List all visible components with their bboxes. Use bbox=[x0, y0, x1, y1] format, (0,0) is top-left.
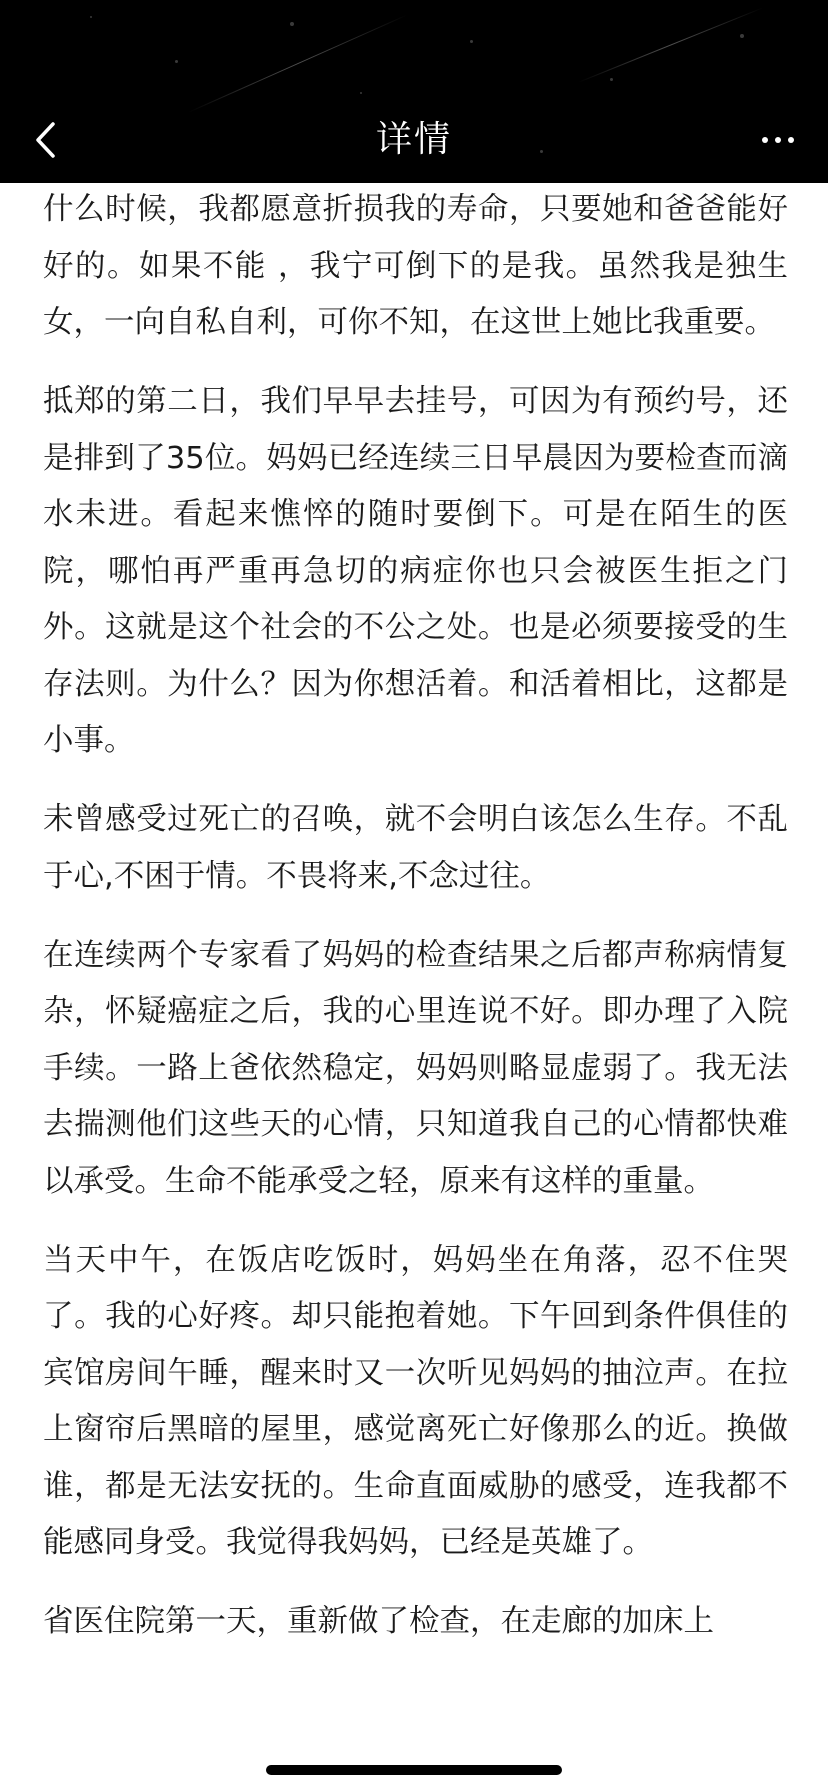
star-streak-decoration bbox=[188, 14, 408, 113]
star-decoration bbox=[175, 60, 178, 63]
more-horizontal-icon bbox=[775, 137, 781, 143]
star-decoration bbox=[470, 40, 473, 43]
star-decoration bbox=[360, 92, 362, 94]
article-paragraph: 当天中午，在饭店吃饭时，妈妈坐在角落，忍不住哭了。我的心好疼。却只能抱着她。下午回到条件俱佳的宾馆房间午睡，醒来时又一次听见妈妈的抽泣声。在拉上窗帘后黑暗的屋里，感觉离死亡好像那么的近。换做谁，都是无法安抚的。生命直面威胁的感受，连我都不能感同身受。我觉得我妈妈，已经是英雄了。 bbox=[43, 1242, 788, 1560]
article-paragraph: 在连续两个专家看了妈妈的检查结果之后都声称病情复杂，怀疑癌症之后，我的心里连说不好。即办理了入院手续。一路上爸依然稳定，妈妈则略显虚弱了。我无法去揣测他们这些天的心情，只知道我自己的心情都快难以承受。生命不能承受之轻，原来有这样的重量。 bbox=[43, 937, 788, 1199]
star-decoration bbox=[740, 34, 744, 38]
more-horizontal-icon bbox=[762, 137, 768, 143]
star-streak-decoration bbox=[578, 7, 764, 83]
more-options-button[interactable] bbox=[748, 112, 808, 168]
star-decoration bbox=[290, 22, 294, 26]
article-paragraph: 什么时候，我都愿意折损我的寿命，只要她和爸爸能好好的。如果不能 ，我宁可倒下的是我。虽然我是独生女，一向自私自利，可你不知，在这世上她比我重要。 bbox=[43, 192, 788, 340]
star-decoration bbox=[90, 16, 92, 18]
nav-bar bbox=[0, 0, 828, 183]
article-paragraph: 省医住院第一天，重新做了检查，在走廊的加床上 bbox=[43, 1604, 714, 1639]
article-body bbox=[43, 183, 788, 1792]
article-paragraph: 抵郑的第二日，我们早早去挂号，可因为有预约号，还是排到了35位。妈妈已经连续三日早晨因为要检查而滴水未进。看起来憔悴的随时要倒下。可是在陌生的医院，哪怕再严重再急切的病症你也只会被医生拒之门外。这就是这个社会的不公之处。也是必须要接受的生存法则。为什么？因为你想活着。和活着相比，这都是小事。 bbox=[43, 384, 788, 758]
more-horizontal-icon bbox=[788, 137, 794, 143]
home-indicator[interactable] bbox=[266, 1765, 562, 1775]
page-title: 详情 bbox=[375, 119, 452, 160]
star-decoration bbox=[610, 78, 613, 81]
article-paragraph: 未曾感受过死亡的召唤，就不会明白该怎么生存。不乱于心,不困于情。不畏将来,不念过往。 bbox=[43, 802, 788, 894]
